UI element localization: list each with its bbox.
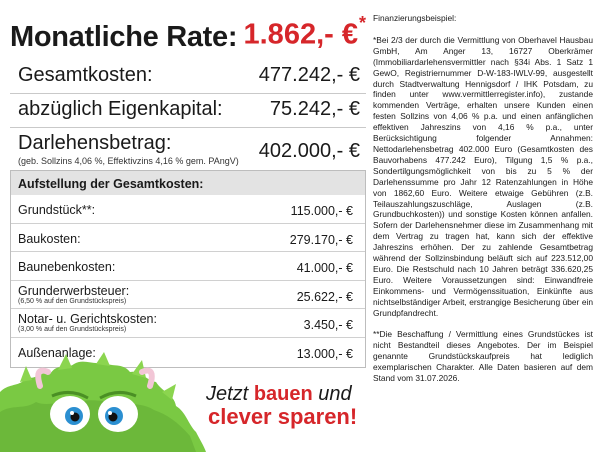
table-row [11, 252, 365, 281]
breakdown-table [10, 170, 366, 368]
row-value: 279.170,- € [289, 232, 353, 247]
rate-footnote-marker: * [358, 13, 366, 34]
slogan-bauen: bauen [253, 383, 313, 405]
table-row [11, 224, 365, 253]
rate-row [10, 8, 366, 54]
info-title: Finanzierungsbeispiel: [373, 13, 457, 23]
slogan [206, 384, 366, 428]
rate-label: Monatliche Rate: [10, 21, 238, 53]
row-value: 3.450,- € [303, 318, 353, 332]
row-sub: (3,00 % auf den Grundstückspreis) [18, 326, 127, 333]
slogan-und: und [318, 383, 352, 405]
rate-value: 1.862,- €* [243, 13, 366, 51]
financing-info [373, 13, 593, 384]
eigenkapital-value: 75.242,- € [269, 98, 360, 120]
row-eigenkapital [10, 94, 366, 128]
row-darlehen [10, 128, 366, 176]
green-monster-icon [0, 352, 210, 452]
slogan-line-1 [206, 384, 366, 405]
row-label: Baukosten: [18, 231, 81, 246]
row-value: 41.000,- € [296, 261, 353, 275]
darlehen-value: 402.000,- € [258, 140, 360, 162]
row-label: Außenanlage: [18, 345, 96, 360]
row-label: Grunderwerbsteuer: [18, 283, 130, 298]
row-label: Notar- u. Gerichtskosten: [18, 312, 157, 326]
slogan-line-2: clever sparen! [208, 404, 358, 429]
row-value: 13.000,- € [296, 346, 353, 361]
row-value: 115.000,- € [290, 204, 353, 218]
row-sub: (6,50 % auf den Grundstückspreis) [18, 297, 127, 305]
eigenkapital-label: abzüglich Eigenkapital: [18, 98, 223, 120]
row-label: Grundstück**: [18, 203, 96, 217]
info-paragraph-2: **Die Beschaffung / Vermittlung eines Grundstückes ist nicht Bestandteil dieses Angebotes. Der im Beispiel genannte Grundstückskaufpreis hat lediglich exemplarischen Charakter. Alle Daten basieren auf dem Stand vom 31.07.2026. [373, 329, 593, 384]
row-label: Baunebenkosten: [18, 260, 116, 274]
darlehen-label: Darlehensbetrag: [18, 132, 172, 154]
table-row [11, 309, 365, 338]
summary-panel [10, 8, 366, 176]
table-row [11, 195, 365, 224]
row-value: 25.622,- € [296, 289, 353, 304]
breakdown-title: Aufstellung der Gesamtkosten: [11, 171, 365, 195]
info-paragraph-1: *Bei 2/3 der durch die Vermittlung von Oberhavel Hausbau GmbH, Am Anger 13, 16727 Oberkrämer (Immobiliardarlehensvermittler nach §34i Abs. 1 Satz 1 GewO, Registriernummer D-W-183-IWLV-99, ausgestellt durch Stadtverwaltung Hennigsdorf / IHK Potsdam, zu finden unter www.vermittlerregister.info), zustande kommenden Verträge, erhalten unsere Kunden einen festen Sollzins von 4,06 % p.a. und einen anfänglichen effektiven Jahreszins von 4,16 % p.a., unter Berücksichtigung folgender Annahmen: Nettodarlehensbetrag 402.000 Euro (Gesamtkosten des Bauvorhabens 477.242 Euro), Tilgung 1,5 % p.a., Sondertilgungsmöglichkeit von bis zu 5 % der Darlehenssumme pro Jahr 12 Ratenzahlungen in Höhe von 1862,60 Euro. Weitere etwaige Gebühren (z.B. Teilauszahlungszuschläge, Auslagen (z.B. Grundbuchkosten)) und sonstige Kosten können anfallen. Sofern der Darlehensnehmer diese im Zusammenhang mit dem Vertrag zu tragen hat, kann sich der effektive Jahreszins erhöhen. Der zu zahlende Gesamtbetrag während der Sollzinsbindung beläuft sich auf 223.512,00 Euro. Die Restschuld nach 10 Jahren beträgt 336.620,25 Euro. Weitere Voraussetzungen sind: Einwandfreie Einkommens- und Vermögenssituation, Einkünfte aus nichtselbständiger Arbeit, erstrangige Besicherung über ein Grundpfandrecht. [373, 34, 593, 318]
slogan-jetzt: Jetzt [206, 383, 249, 405]
gesamtkosten-label: Gesamtkosten: [18, 64, 153, 86]
gesamtkosten-value: 477.242,- € [258, 64, 360, 86]
row-gesamtkosten [10, 60, 366, 94]
darlehen-sub: (geb. Sollzins 4,06 %, Effektivzins 4,16 % gem. PAngV) [18, 156, 239, 166]
main-cost-rows [10, 60, 366, 176]
table-row [11, 281, 365, 310]
